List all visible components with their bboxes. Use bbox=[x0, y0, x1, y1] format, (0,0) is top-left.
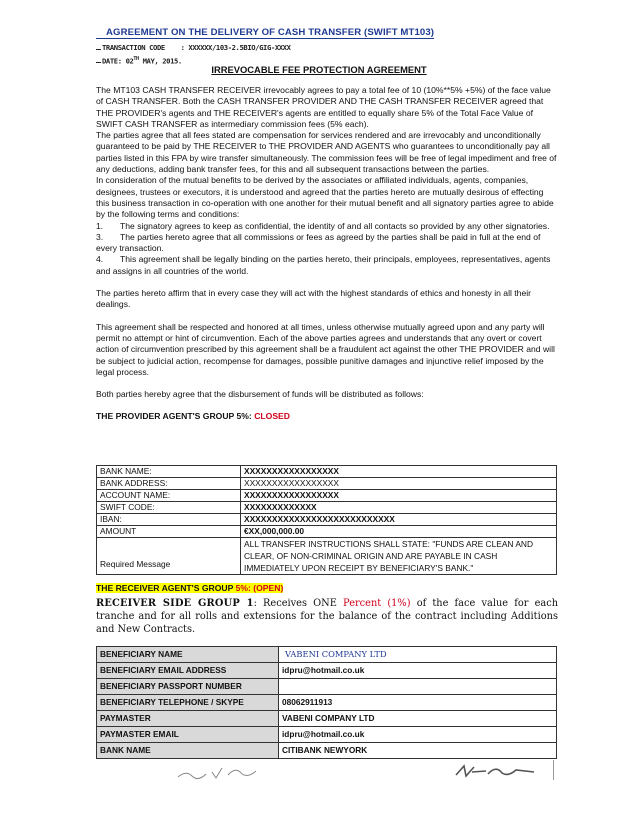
paragraph-disbursement: Both parties hereby agree that the disbursement of funds will be distributed as follows: bbox=[96, 389, 424, 400]
paragraph-guarantee: The parties agree that all fees stated are compensation for services rendered and are irrevocably and unconditionally guaranteed to be paid by THE RECEIVER to THE PROVIDER AND AGENTS who guarantees to unconditionally pay all parties listed in this FPA by wire transfer simultaneously. The commission fees will be free of legal impediment and free of any deductions, adding bank transfer fees, for this and all subsequent transactions between the parties. bbox=[96, 130, 557, 175]
line-mark bbox=[96, 49, 101, 50]
signature-left-icon bbox=[176, 762, 276, 782]
provider-bank-table bbox=[96, 465, 557, 575]
status-badge-open: 5%: (OPEN) bbox=[233, 583, 284, 593]
table-row: BENEFICIARY EMAIL ADDRESS idpru@hotmail.co.uk bbox=[97, 663, 557, 679]
provider-group-heading: THE PROVIDER AGENT'S GROUP 5%: CLOSED bbox=[96, 411, 290, 422]
receiver-side-group-text: RECEIVER SIDE GROUP 1: Receives ONE Percent (1%) of the face value for each tranche and for all rolls and extensions for the balance of the contract including Additions and New Contracts. bbox=[96, 598, 558, 635]
table-row: IBAN: XXXXXXXXXXXXXXXXXXXXXXXXXXX bbox=[97, 514, 557, 526]
signature-left bbox=[176, 762, 276, 782]
receiver-beneficiary-table bbox=[96, 646, 557, 759]
agreement-title: IRREVOCABLE FEE PROTECTION AGREEMENT bbox=[211, 64, 427, 75]
header-underline bbox=[96, 38, 434, 39]
table-row: AMOUNT €XX,000,000.00 bbox=[97, 526, 557, 538]
table-row: BANK NAME: XXXXXXXXXXXXXXXXX bbox=[97, 466, 557, 478]
table-row: BENEFICIARY TELEPHONE / SKYPE 08062911913 bbox=[97, 695, 557, 711]
table-row: PAYMASTER VABENI COMPANY LTD bbox=[97, 711, 557, 727]
date-label: DATE: 02 bbox=[102, 56, 134, 66]
table-row: BANK NAME CITIBANK NEWYORK bbox=[97, 743, 557, 759]
paragraph-fee: The MT103 CASH TRANSFER RECEIVER irrevocably agrees to pay a total fee of 10 (10%**5% +5%) of the face value of CASH TRANSFER. Both the CASH TRANSFER PROVIDER AND THE CASH TRANSFER RECEIVER agreed that THE PROVIDER's agents and THE RECEIVER's agents are entitled to equally share 5% of the Total Face Value of SWIFT CASH TRANSFER as intermediary commission fees (5% each). bbox=[96, 85, 551, 129]
signature-right-icon bbox=[452, 762, 544, 782]
status-badge-closed: CLOSED bbox=[254, 411, 290, 422]
signature-divider bbox=[553, 760, 554, 780]
term-item-3: 3. The parties hereto agree that all commissions or fees as agreed by the parties shall be paid in full at the end of every transaction. bbox=[96, 231, 541, 254]
transaction-code-label: TRANSACTION CODE bbox=[102, 43, 165, 52]
agreement-header-title: AGREEMENT ON THE DELIVERY OF CASH TRANSFER (SWIFT MT103) bbox=[106, 27, 434, 38]
receiver-group-heading: THE RECEIVER AGENT'S GROUP 5%: (OPEN) bbox=[96, 583, 284, 593]
paragraph-consideration: In consideration of the mutual benefits to be derived by the associates or affiliated individuals, agents, companies, designees, trustees or executors, it is understood and agreed that the parties hereto are mutually desirous of effecting this business transaction in co-operation with one another for their mutual benefit and all signatory parties agree to abide by the following terms and conditions: bbox=[96, 175, 554, 220]
table-row: Required Message ALL TRANSFER INSTRUCTIONS SHALL STATE: "FUNDS ARE CLEAN AND CLEAR, OF NON-CRIMINAL ORIGIN AND ARE PAYABLE IN CASH IMMEDIATELY UPON RECEIPT BY BENEFICIARY'S BANK." bbox=[97, 538, 557, 575]
transaction-code-value: : XXXXXX/103-2.5BIO/GIG-XXXX bbox=[180, 43, 291, 52]
table-row: SWIFT CODE: XXXXXXXXXXXXX bbox=[97, 502, 557, 514]
transaction-code-line bbox=[96, 43, 291, 52]
date-rest: MAY, 2015. bbox=[138, 56, 182, 66]
table-row: PAYMASTER EMAIL idpru@hotmail.co.uk bbox=[97, 727, 557, 743]
table-row: BENEFICIARY PASSPORT NUMBER bbox=[97, 679, 557, 695]
signature-right bbox=[452, 762, 544, 782]
table-row: BENEFICIARY NAME VABENI COMPANY LTD bbox=[97, 647, 557, 663]
paragraph-ethics: The parties hereto affirm that in every case they will act with the highest standards of ethics and honesty in all their dealings. bbox=[96, 288, 532, 310]
table-row: BANK ADDRESS: XXXXXXXXXXXXXXXXX bbox=[97, 478, 557, 490]
paragraph-circumvention: This agreement shall be respected and honored at all times, unless otherwise mutually agreed upon and any party will permit no attempt or hint of circumvention. Each of the above parties agrees and understands that any overt or covert action of circumvention prescribed by this agreement shall be a fraudulent act against the other THE PROVIDER and will be subject to judicial action, recompense for damages, possible punitive damages and injunctive relief imposed by the legal process. bbox=[96, 321, 555, 377]
table-row: ACCOUNT NAME: XXXXXXXXXXXXXXXXX bbox=[97, 490, 557, 502]
date-sup: TH bbox=[133, 56, 139, 62]
term-item-4: 4. This agreement shall be legally binding on the parties hereto, their principals, employees, representatives, agents and assigns in all countries of the world. bbox=[96, 254, 551, 276]
term-item-1: 1. The signatory agrees to keep as confidential, the identity of and all contacts so provided by any other signatories. bbox=[96, 220, 550, 231]
agreement-body bbox=[96, 85, 558, 423]
